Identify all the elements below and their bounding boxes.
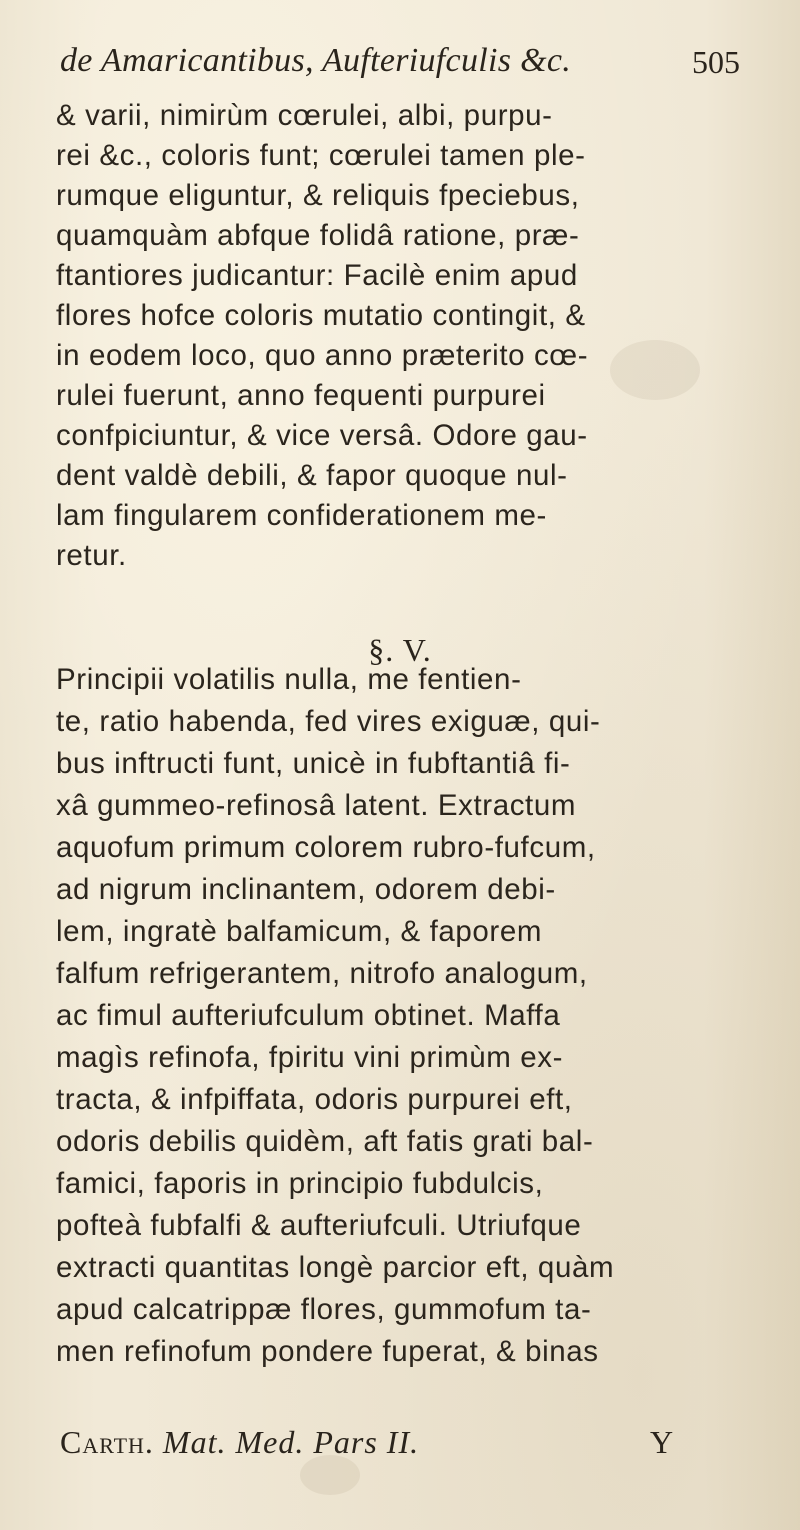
running-title: de Amaricantibus, Aufteriufculis &c.: [60, 42, 572, 79]
text-line: lam fingularem confiderationem me-: [56, 499, 547, 532]
text-line: & varii, nimirùm cœrulei, albi, purpu-: [56, 99, 553, 132]
work-title: Mat. Med. Pars II.: [162, 1424, 420, 1460]
page-footer: [60, 1424, 760, 1468]
text-line: in eodem loco, quo anno præterito cœ-: [56, 339, 589, 372]
text-line: falfum refrigerantem, nitrofo analogum,: [56, 957, 588, 990]
text-line: tracta, & infpiffata, odoris purpurei eft,: [56, 1083, 573, 1116]
text-line: pofteà fubfalfi & aufteriufculi. Utriufque: [56, 1209, 582, 1242]
author-name: Carth.: [60, 1424, 154, 1460]
text-line: xâ gummeo-refinosâ latent. Extractum: [56, 789, 577, 822]
section-heading: §. V.: [368, 632, 432, 668]
text-line: aquofum primum colorem rubro-fufcum,: [56, 831, 596, 864]
text-line: confpiciuntur, & vice versâ. Odore gau-: [56, 419, 588, 452]
text-line: rumque eliguntur, & reliquis fpeciebus,: [56, 179, 580, 212]
text-line: rei &c., coloris funt; cœrulei tamen ple-: [56, 139, 586, 172]
text-line: magìs refinofa, fpiritu vini primùm ex-: [56, 1041, 564, 1074]
text-line: rulei fuerunt, anno fequenti purpurei: [56, 379, 546, 412]
text-line: ad nigrum inclinantem, odorem debi-: [56, 873, 556, 906]
text-line: famici, faporis in principio fubdulcis,: [56, 1167, 544, 1200]
text-line: apud calcatrippæ flores, gummofum ta-: [56, 1293, 592, 1326]
text-line: lem, ingratè balfamicum, & faporem: [56, 915, 543, 948]
page-number: 505: [692, 44, 740, 80]
text-line: men refinofum pondere fuperat, & binas: [56, 1335, 599, 1368]
text-line: ftantiores judicantur: Facilè enim apud: [56, 259, 578, 292]
text-line: Principii volatilis nulla, me fentien-: [56, 663, 522, 696]
text-line: retur.: [56, 539, 127, 572]
text-line: quamquàm abfque folidâ ratione, præ-: [56, 219, 580, 252]
text-line: extracti quantitas longè parcior eft, quàm: [56, 1251, 615, 1284]
signature-mark: Y: [650, 1424, 674, 1460]
text-line: te, ratio habenda, fed vires exiguæ, qui-: [56, 705, 601, 738]
text-line: dent valdè debili, & fapor quoque nul-: [56, 459, 568, 492]
text-line: odoris debilis quidèm, aft fatis grati bal-: [56, 1125, 594, 1158]
running-header: [60, 38, 740, 92]
text-line: ac fimul aufteriufculum obtinet. Maffa: [56, 999, 561, 1032]
paragraph-1: [56, 96, 746, 576]
text-line: bus inftructi funt, unicè in fubftantiâ fi-: [56, 747, 571, 780]
signature-line: [60, 1424, 419, 1461]
paragraph-2: [56, 660, 746, 1420]
text-line: flores hofce coloris mutatio contingit, &: [56, 299, 586, 332]
